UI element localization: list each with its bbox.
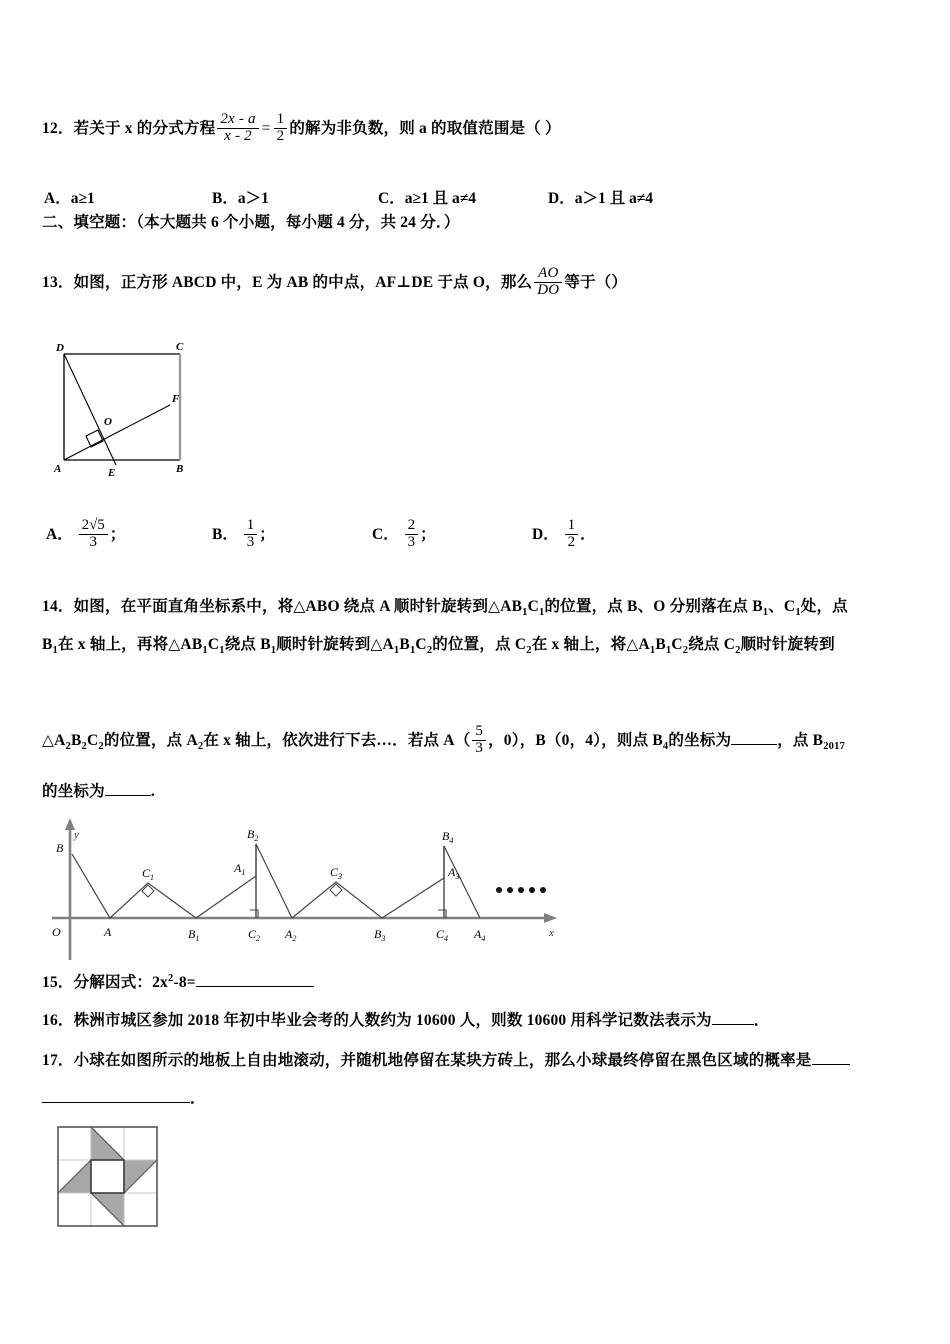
question-14-line-2 <box>42 636 835 657</box>
q13-option-c-fraction <box>405 518 419 551</box>
q12-lhs-denominator: x - 2 <box>217 128 258 145</box>
q13-ratio-denominator: DO <box>534 282 562 299</box>
svg-text:F: F <box>172 393 180 405</box>
svg-text:A: A <box>54 463 62 475</box>
q14-l1-d: 1 <box>539 607 545 619</box>
q12-rhs-denominator: 2 <box>274 128 288 145</box>
q13-option-b <box>212 519 275 552</box>
q12-option-a-text: a≥1 <box>70 190 95 207</box>
svg-text:A: A <box>104 925 112 939</box>
svg-text:A3: $A_3$ <box>448 865 460 881</box>
q14-point-a-fraction <box>472 724 486 757</box>
q15-text-b: ‐8= <box>173 974 196 991</box>
q14-l2-g: 绕点 B <box>224 636 271 653</box>
q14-l2-v: 2 <box>682 645 689 657</box>
section-2-heading: 二、填空题：（本大题共 6 个小题，每小题 4 分，共 24 分．） <box>42 214 460 231</box>
q14-l2-l: 1 <box>409 645 416 657</box>
q14-l2-x: 2 <box>735 645 741 657</box>
q13-ratio-fraction <box>534 266 562 299</box>
q14-l3-i: 在 x 轴上，依次进行下去…．若点 A（ <box>203 731 471 749</box>
q14-l3-k: 4 <box>662 740 669 752</box>
q14-l2-k: B <box>399 636 410 653</box>
q14-l1-c: C <box>527 598 540 615</box>
q13-figure-square-abcd <box>46 336 198 476</box>
q14-l2-p: 2 <box>526 645 532 657</box>
question-14-line-1 <box>42 598 848 619</box>
q14-l3-j: ，0），B（0，4），则点 B <box>488 731 663 749</box>
q14-l2-d: 1 <box>202 645 208 657</box>
svg-text:B3: $B_3$ <box>374 927 386 943</box>
q17-answer-blank-2[interactable] <box>42 1102 190 1103</box>
q14-l2-s: B <box>655 636 666 653</box>
q14-l3-c: B <box>70 731 82 749</box>
q14-l1-i: 处，点 <box>800 598 848 615</box>
svg-text:A1: $A_1$ <box>234 861 246 877</box>
q14-l3-f: 2 <box>98 740 104 752</box>
q14-l2-w: 绕点 C <box>688 636 736 653</box>
q14-l3-d: 2 <box>81 740 87 752</box>
q12-option-a-label: A． <box>44 190 71 207</box>
question-17-line-2 <box>42 1090 206 1108</box>
svg-text:O: O <box>104 416 112 428</box>
q12-lhs-fraction <box>217 112 258 145</box>
q13-option-b-fraction <box>244 518 258 551</box>
q12-rhs-numerator: 1 <box>276 111 285 128</box>
q13-option-a-denominator: 3 <box>79 534 108 551</box>
q14-l1-e: 的位置，点 B、O 分别落在点 B <box>544 598 763 615</box>
q14-l3-e: C <box>87 731 99 749</box>
q16-text: 16．株洲市城区参加 2018 年初中毕业会考的人数约为 10600 人，则数 10600 用科学记数法表示为 <box>42 1012 712 1029</box>
svg-text:y: y <box>74 829 79 841</box>
q14-l4-tail: . <box>150 783 155 800</box>
question-14-line-4 <box>42 783 155 801</box>
q15-text-a: 15．分解因式：2x <box>42 974 169 991</box>
q13-ratio-numerator: AO <box>538 265 559 282</box>
q14-l2-y: 顺时针旋转到 <box>740 636 835 653</box>
q14-l4-text: 的坐标为 <box>42 783 105 800</box>
svg-text:A4: $A_4$ <box>474 927 486 943</box>
q14-l2-a: B <box>42 636 53 653</box>
q14-l1-g: 、C <box>768 598 796 615</box>
q13-option-a-tail: ； <box>109 525 126 543</box>
q17-line-1-text: 17．小球在如图所示的地板上自由地滚动，并随机地停留在某块方砖上，那么小球最终停留在黑色区域的概率是 <box>42 1052 812 1069</box>
svg-text:C4: $C_4$ <box>436 927 449 943</box>
svg-text:B2: $B_2$ <box>247 827 259 843</box>
q12-option-c-text: a≥1 且 a≠4 <box>404 190 476 207</box>
q14-l2-m: C <box>415 636 427 653</box>
q13-option-c <box>372 519 436 552</box>
q13-option-d-label: D． <box>532 525 559 543</box>
q13-option-a-numerator: 2√5 <box>81 517 105 534</box>
svg-text:C2: $C_2$ <box>248 927 261 943</box>
q14-l3-b: 2 <box>65 740 71 752</box>
svg-text:C: C <box>176 341 184 353</box>
q14-l3-a: △A <box>42 731 66 749</box>
q14-l2-r: 1 <box>649 645 656 657</box>
q14-l3-h: 2 <box>197 740 204 752</box>
q13-option-c-label: C． <box>372 525 399 543</box>
svg-text:E: E <box>108 467 116 476</box>
q14-l1-f: 1 <box>762 607 769 619</box>
svg-text:O: O <box>52 925 61 939</box>
q12-option-b-text: a＞1 <box>237 190 269 207</box>
q14-figure-rotating-triangles <box>44 812 574 960</box>
q14-l2-q: 在 x 轴上，将△A <box>531 636 650 653</box>
svg-text:B: B <box>176 463 184 475</box>
q13-option-d-tail: ． <box>580 525 596 543</box>
svg-text:B1: $B_1$ <box>188 927 200 943</box>
q12-option-d-label: D． <box>548 190 575 207</box>
svg-text:C3: $C_3$ <box>330 865 343 881</box>
q14-l3-m: ，点 B <box>777 731 824 749</box>
q14-answer-blank-2[interactable] <box>105 795 151 796</box>
q13-option-b-numerator: 1 <box>246 517 255 534</box>
q14-l2-h: 1 <box>270 645 277 657</box>
q12-option-a <box>44 186 95 208</box>
q15-exponent: 2 <box>168 972 174 984</box>
q13-option-d-numerator: 1 <box>567 517 576 534</box>
q13-option-d-denominator: 2 <box>565 534 579 551</box>
q14-frac-denominator: 3 <box>472 740 486 757</box>
q12-option-b <box>212 186 269 208</box>
q12-equals-sign: = <box>261 119 271 137</box>
q17-answer-blank-1[interactable] <box>812 1064 850 1065</box>
question-13 <box>42 267 627 300</box>
q14-l2-t: 1 <box>665 645 672 657</box>
question-12 <box>42 113 561 146</box>
q12-rhs-fraction <box>274 112 288 145</box>
q13-option-b-tail: ； <box>259 525 275 543</box>
q14-l2-f: 1 <box>219 645 225 657</box>
q17-figure-pinwheel-tiles <box>55 1124 161 1232</box>
q14-l2-o: 的位置，点 C <box>432 636 527 653</box>
q14-l2-i: 顺时针旋转到△A <box>276 636 394 653</box>
question-14-line-3 <box>42 725 845 758</box>
svg-text:C1: $C_1$ <box>142 866 155 882</box>
q13-option-c-tail: ； <box>420 525 436 543</box>
q15-answer-blank[interactable] <box>196 986 314 987</box>
q12-option-b-label: B． <box>212 190 238 207</box>
q14-l2-e: C <box>207 636 220 653</box>
q17-line-2-tail: ． <box>190 1090 206 1107</box>
q13-option-a-fraction <box>79 518 108 551</box>
svg-text:B4: $B_4$ <box>442 829 454 845</box>
q12-lhs-numerator: 2x - a <box>220 111 256 128</box>
q12-option-c-label: C． <box>378 190 405 207</box>
q14-frac-numerator: 5 <box>475 723 484 740</box>
q13-option-a <box>46 519 125 552</box>
q13-option-d <box>532 519 596 552</box>
q14-l3-g: 的位置，点 A <box>103 731 198 749</box>
q14-l3-n: 2017 <box>823 740 846 752</box>
q13-suffix: 等于（） <box>564 273 628 291</box>
q14-l1-h: 1 <box>795 607 801 619</box>
q13-option-c-numerator: 2 <box>407 517 416 534</box>
q13-option-c-denominator: 3 <box>405 534 419 551</box>
svg-text:D: D <box>56 342 64 354</box>
question-17-line-1 <box>42 1052 850 1070</box>
q14-l2-u: C <box>671 636 683 653</box>
q14-l1-a: 14．如图，在平面直角坐标系中，将△ABO 绕点 A 顺时针旋转到△AB <box>42 598 523 615</box>
svg-text:x: x <box>549 927 554 939</box>
q14-answer-blank-1[interactable] <box>731 744 777 745</box>
q12-option-d-text: a＞1 且 a≠4 <box>574 190 653 207</box>
q13-option-a-label: A． <box>46 525 73 543</box>
q13-option-d-fraction <box>565 518 579 551</box>
q14-l3-l: 的坐标为 <box>668 731 732 749</box>
q13-prefix: 13．如图，正方形 ABCD 中，E 为 AB 的中点，AF⊥DE 于点 O，那么 <box>42 273 533 291</box>
q16-answer-blank[interactable] <box>712 1024 754 1025</box>
q14-l2-b: 1 <box>52 645 59 657</box>
question-16 <box>42 1012 769 1030</box>
question-15 <box>42 974 314 992</box>
q14-l2-c: 在 x 轴上，再将△AB <box>58 636 203 653</box>
q16-tail: ． <box>753 1012 770 1029</box>
q13-option-b-denominator: 3 <box>244 534 258 551</box>
q12-option-d <box>548 186 653 208</box>
q14-l2-j: 1 <box>393 645 400 657</box>
q14-l1-b: 1 <box>522 607 528 619</box>
q12-option-c <box>378 186 476 208</box>
svg-text:B: B <box>56 841 64 855</box>
q12-suffix: 的解为非负数，则 a 的取值范围是（ ） <box>289 119 561 137</box>
svg-text:A2: $A_2$ <box>285 927 297 943</box>
q13-option-b-label: B． <box>212 525 238 543</box>
q14-l2-n: 2 <box>426 645 433 657</box>
q12-prefix: 12．若关于 x 的分式方程 <box>42 119 216 137</box>
